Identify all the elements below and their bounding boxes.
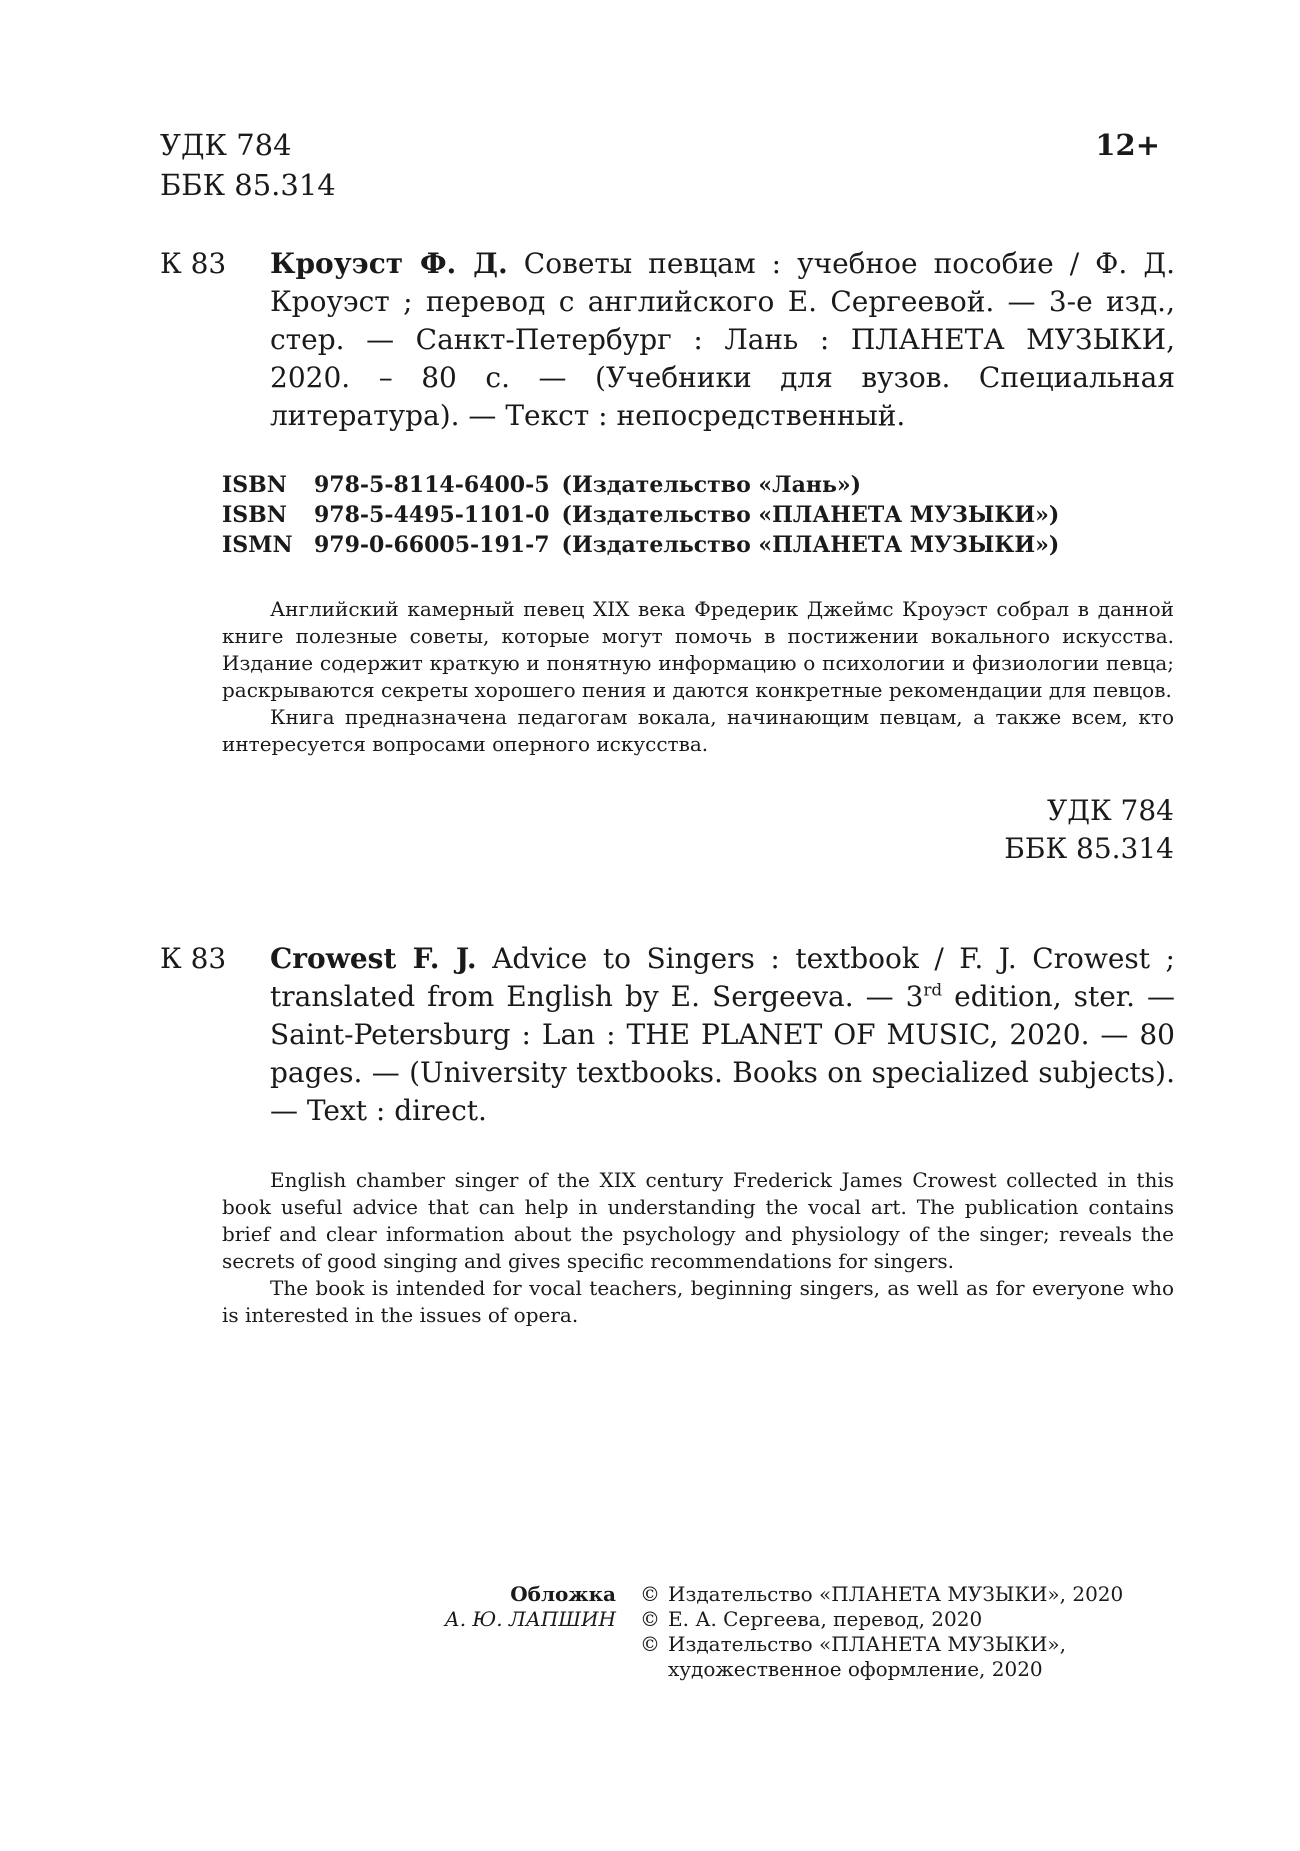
isbn-type: ISBN (222, 472, 287, 498)
isbn-type: ISMN (222, 532, 293, 558)
cover-credit (445, 1582, 616, 1632)
isbn-row (222, 530, 1059, 560)
copyright-block (640, 1582, 1123, 1682)
ru-entry-description: Советы певцам : учебное пособие / Ф. Д. Кроуэст ; перевод с английского Е. Сергеевой. — 3-е изд., стер. — Санкт-Петербург : Лань : ПЛАНЕТА МУЗЫКИ, 2020. – 80 с. — (Учебники для вузов. Специальная литература). — Текст : непосредственный. (270, 247, 1175, 432)
en-abstract (222, 1167, 1174, 1329)
bbk-code: ББК 85.314 (1004, 832, 1174, 865)
copyright-symbol: © (640, 1607, 660, 1631)
copyright-line (640, 1607, 1123, 1632)
copyright-line (640, 1657, 1123, 1682)
en-abstract-paragraph: The book is intended for vocal teachers, beginning singers, as well as for everyone who is interested in the issues of opera. (222, 1276, 1174, 1327)
en-abstract-paragraph: English chamber singer of the XIX century Frederick James Crowest collected in this book useful advice that can help in understanding the vocal art. The publication contains brief and clear information about the psychology and physiology of the singer; reveals the secrets of good singing and gives specific recommendations for singers. (222, 1168, 1174, 1273)
ru-classification-codes (1004, 792, 1174, 868)
classification-codes (160, 125, 336, 205)
copyright-symbol: © (640, 1582, 660, 1606)
ordinal-suffix: rd (923, 979, 943, 1000)
isbn-list (222, 470, 1059, 560)
isbn-publisher: (Издательство «Лань») (561, 472, 862, 498)
bbk-code: ББК 85.314 (160, 168, 336, 202)
en-entry-description: Advice to Singers : textbook / F. J. Crowest ; translated from English by E. Sergeeva. — 3 (270, 942, 1175, 1013)
author-name: Кроуэст Ф. Д. (270, 247, 508, 280)
en-bibliographic-entry (160, 940, 1175, 1130)
isbn-publisher: (Издательство «ПЛАНЕТА МУЗЫКИ») (561, 502, 1060, 528)
author-code: К 83 (160, 942, 227, 975)
isbn-publisher: (Издательство «ПЛАНЕТА МУЗЫКИ») (561, 532, 1060, 558)
author-name: Crowest F. J. (270, 942, 477, 975)
isbn-number: 978-5-4495-1101-0 (314, 502, 550, 528)
isbn-number: 978-5-8114-6400-5 (314, 472, 550, 498)
copyright-text: Издательство «ПЛАНЕТА МУЗЫКИ», (668, 1632, 1066, 1656)
isbn-type: ISBN (222, 502, 287, 528)
cover-label: Обложка (510, 1582, 616, 1606)
ru-abstract (222, 596, 1174, 758)
copyright-text: художественное оформление, 2020 (668, 1657, 1043, 1681)
isbn-row (222, 500, 1059, 530)
author-code: К 83 (160, 247, 227, 280)
age-rating: 12+ (1095, 128, 1160, 162)
copyright-text: Е. А. Сергеева, перевод, 2020 (668, 1607, 983, 1631)
udk-code: УДК 784 (1046, 794, 1174, 827)
copyright-line (640, 1582, 1123, 1607)
en-entry-description-cont: edition, ster. — Saint-Petersburg : Lan : THE PLANET OF MUSIC, 2020. — 80 pages. — (University textbooks. Books on specialized subjects). — Text : direct. (270, 980, 1175, 1127)
en-entry-text (270, 940, 1175, 1130)
udk-code: УДК 784 (160, 128, 292, 162)
ru-bibliographic-entry (160, 245, 1175, 435)
copyright-symbol: © (640, 1632, 660, 1656)
ru-abstract-paragraph: Книга предназначена педагогам вокала, начинающим певцам, а также всем, кто интересуется вопросами оперного искусства. (222, 705, 1174, 756)
cover-artist: А. Ю. ЛАПШИН (444, 1607, 616, 1631)
copyright-line (640, 1632, 1123, 1657)
isbn-number: 979-0-66005-191-7 (314, 532, 550, 558)
isbn-row (222, 470, 1059, 500)
ru-entry-text (270, 245, 1175, 435)
ru-abstract-paragraph: Английский камерный певец XIX века Фредерик Джеймс Кроуэст собрал в данной книге полезные советы, которые могут помочь в постижении вокального искусства. Издание содержит краткую и понятную информацию о психологии и физиологии певца; раскрываются секреты хорошего пения и даются конкретные рекомендации для певцов. (222, 597, 1174, 702)
copyright-text: Издательство «ПЛАНЕТА МУЗЫКИ», 2020 (668, 1582, 1124, 1606)
